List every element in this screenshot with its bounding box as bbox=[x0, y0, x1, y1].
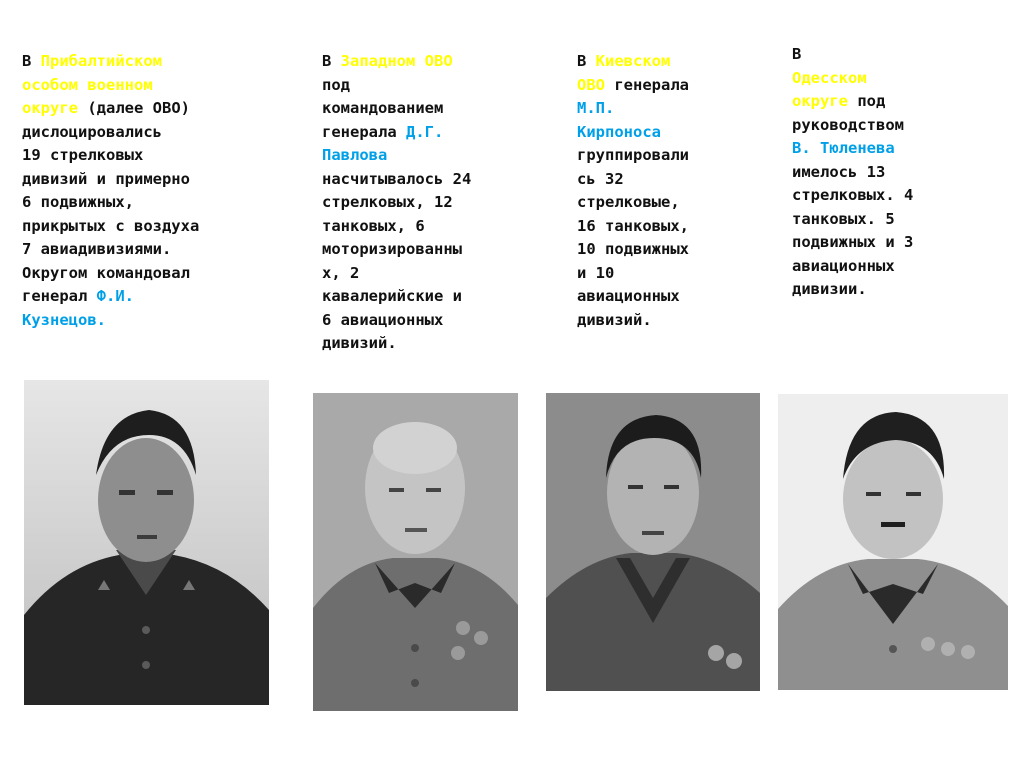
portrait-tyulenev bbox=[778, 394, 1008, 690]
portrait-photo-icon bbox=[546, 393, 760, 691]
commander-name: Ф.И. Кузнецов. bbox=[22, 287, 134, 329]
commander-name: В. Тюленева bbox=[792, 139, 895, 157]
portrait-photo-icon bbox=[24, 380, 269, 705]
district-name: Прибалтийском особом военном округе bbox=[22, 52, 162, 117]
commander-name: М.П. Кирпоноса bbox=[577, 99, 661, 141]
body-text: В bbox=[322, 52, 341, 70]
body-text: В bbox=[577, 52, 596, 70]
body-text: под командованием генерала bbox=[322, 75, 444, 141]
body-text: В bbox=[792, 45, 802, 63]
body-text: генерала bbox=[614, 75, 689, 94]
portrait-pavlov bbox=[313, 393, 518, 711]
text-block-western-district bbox=[322, 50, 552, 356]
district-name: Одесском округе bbox=[792, 68, 867, 110]
portrait-kirponos bbox=[546, 393, 760, 691]
text-block-baltic-district bbox=[22, 50, 292, 332]
body-text: имелось 13 стрелковых. 4 танковых. 5 подвижных и 3 авиационных дивизии. bbox=[792, 162, 914, 298]
body-text: (далее ОВО) дислоцировались 19 стрелковых дивизий и примерно 6 подвижных, прикрытых с воздуха 7 авиадивизиями. Округом командовал генерал bbox=[22, 99, 200, 305]
text-block-kiev-district bbox=[577, 50, 767, 332]
district-name: Киевском ОВО bbox=[577, 52, 671, 94]
body-text: В bbox=[22, 52, 41, 70]
commander-name: Д.Г. Павлова bbox=[322, 122, 444, 164]
portrait-photo-icon bbox=[313, 393, 518, 711]
body-text: под руководством bbox=[792, 92, 904, 134]
district-name: Западном ОВО bbox=[340, 52, 453, 70]
body-text: насчитывалось 24 стрелковых, 12 танковых, 6 моторизированны х, 2 кавалерийские и 6 авиационных дивизий. bbox=[322, 169, 472, 352]
body-text: группировали сь 32 стрелковые, 16 танковых, 10 подвижных и 10 авиационных дивизий. bbox=[577, 146, 689, 329]
portrait-kuznetsov bbox=[24, 380, 269, 705]
portrait-photo-icon bbox=[778, 394, 1008, 690]
text-block-odessa-district bbox=[792, 43, 1012, 302]
